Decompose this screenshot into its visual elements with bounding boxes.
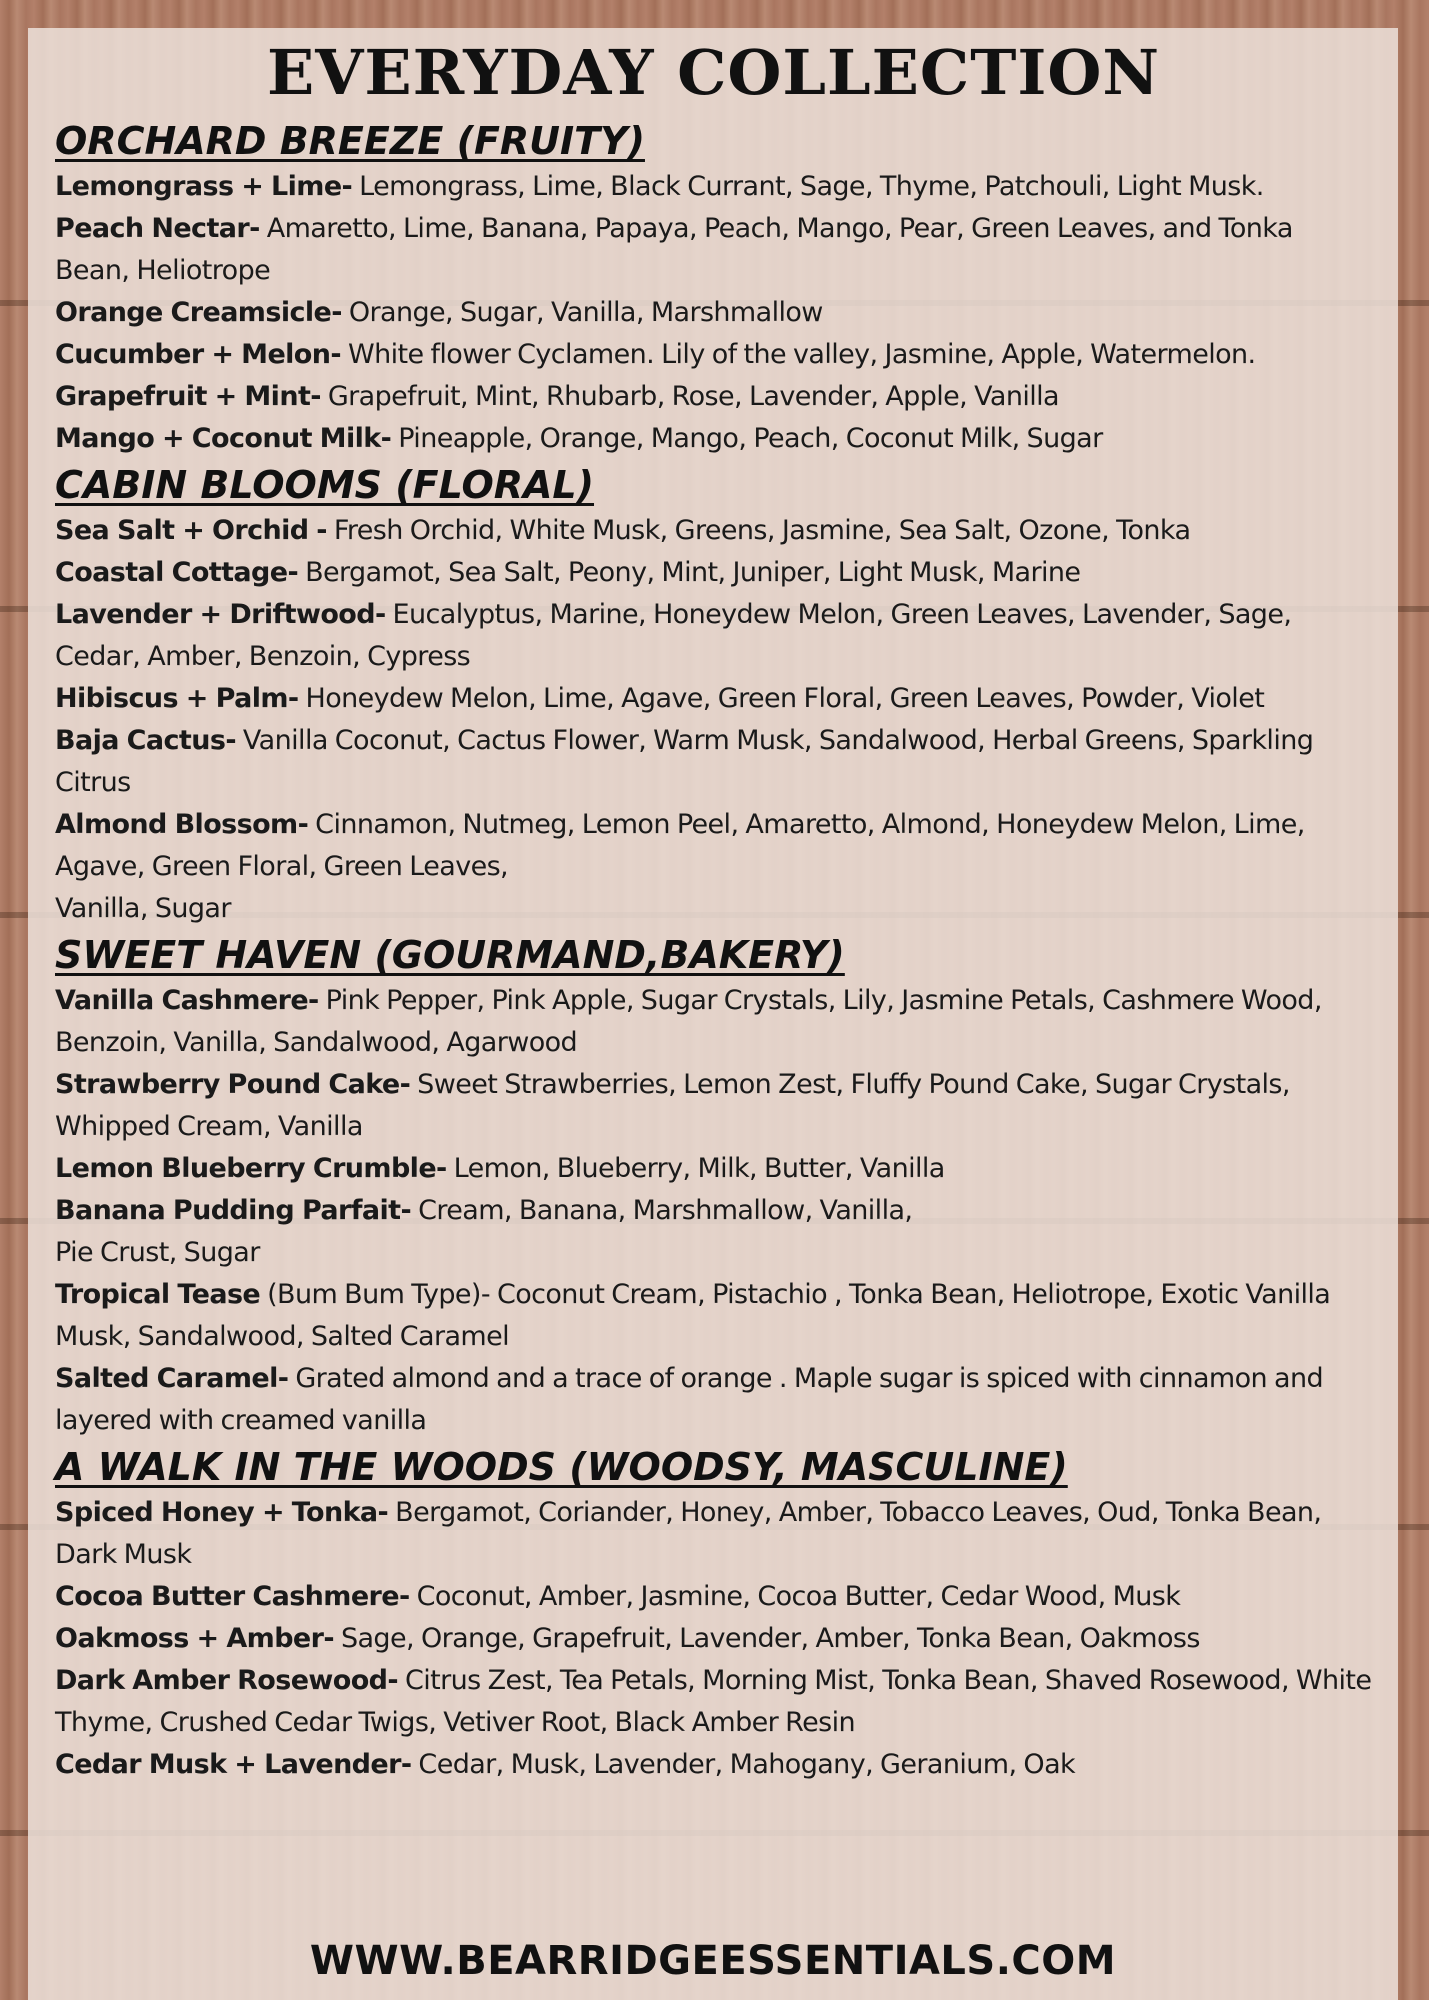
scent-notes: Amaretto, Lime, Banana, Papaya, Peach, Mango, Pear, Green Leaves, and Tonka Bean, Heliotrope: [55, 213, 1293, 286]
scent-notes: Vanilla Coconut, Cactus Flower, Warm Musk, Sandalwood, Herbal Greens, Sparkling Citrus: [55, 725, 1314, 798]
section-heading: ORCHARD BREEZE (FRUITY): [55, 119, 645, 163]
scent-name: Hibiscus + Palm-: [55, 683, 299, 714]
list-item: [55, 1274, 1372, 1358]
section-sweet-haven: [55, 930, 1372, 1442]
list-item: [55, 334, 1372, 376]
section-orchard-breeze: [55, 116, 1372, 460]
scent-name: Mango + Coconut Milk-: [55, 423, 392, 454]
list-item: [55, 1148, 1372, 1190]
scent-name: Coastal Cottage-: [55, 557, 299, 588]
scent-name: Strawberry Pound Cake-: [55, 1069, 411, 1100]
scent-name: Vanilla Cashmere-: [55, 985, 319, 1016]
scent-notes: Bergamot, Sea Salt, Peony, Mint, Juniper, Light Musk, Marine: [298, 557, 1081, 588]
scent-notes: Pineapple, Orange, Mango, Peach, Coconut Milk, Sugar: [391, 423, 1103, 454]
scent-notes: (Bum Bum Type)- Coconut Cream, Pistachio , Tonka Bean, Heliotrope, Exotic Vanilla Musk, Sandalwood, Salted Caramel: [55, 1279, 1331, 1352]
scent-name: Oakmoss + Amber-: [55, 1623, 334, 1654]
list-item: [55, 804, 1372, 930]
scent-notes: Lemon, Blueberry, Milk, Butter, Vanilla: [446, 1153, 945, 1184]
section-heading: CABIN BLOOMS (FLORAL): [55, 463, 595, 507]
section-walk-in-the-woods: [55, 1442, 1372, 1786]
section-heading: SWEET HAVEN (GOURMAND,BAKERY): [55, 933, 845, 977]
list-item: [55, 208, 1372, 292]
list-item: [55, 720, 1372, 804]
scent-name: Cocoa Butter Cashmere-: [55, 1581, 410, 1612]
list-item: [55, 1660, 1372, 1744]
list-item: [55, 166, 1372, 208]
scent-notes: Sage, Orange, Grapefruit, Lavender, Amber, Tonka Bean, Oakmoss: [333, 1623, 1200, 1654]
list-item: [55, 510, 1372, 552]
scent-name: Dark Amber Rosewood-: [55, 1665, 398, 1696]
menu-panel: [28, 28, 1398, 2000]
scent-name: Salted Caramel-: [55, 1363, 289, 1394]
scent-name: Lemon Blueberry Crumble-: [55, 1153, 447, 1184]
scent-name: Orange Creamsicle-: [55, 297, 342, 328]
list-item: [55, 418, 1372, 460]
list-item: [55, 1744, 1372, 1786]
scent-notes: Grapefruit, Mint, Rhubarb, Rose, Lavender, Apple, Vanilla: [320, 381, 1060, 412]
scent-name: Banana Pudding Parfait-: [55, 1195, 412, 1226]
scent-notes: Cream, Banana, Marshmallow, Vanilla,: [411, 1195, 913, 1226]
scent-notes: Fresh Orchid, White Musk, Greens, Jasmine, Sea Salt, Ozone, Tonka: [326, 515, 1191, 546]
scent-name: Tropical Tease: [55, 1279, 261, 1310]
scent-name: Baja Cactus-: [55, 725, 236, 756]
list-item: [55, 594, 1372, 678]
list-item: [55, 292, 1372, 334]
page-title: EVERYDAY COLLECTION: [266, 36, 1161, 109]
scent-notes: White flower Cyclamen. Lily of the valley, Jasmine, Apple, Watermelon.: [341, 339, 1256, 370]
scent-notes: Sweet Strawberries, Lemon Zest, Fluffy Pound Cake, Sugar Crystals, Whipped Cream, Vanilla: [55, 1069, 1290, 1142]
scent-notes: Cedar, Musk, Lavender, Mahogany, Geranium, Oak: [411, 1749, 1076, 1780]
scent-name: Lemongrass + Lime-: [55, 171, 353, 202]
section-cabin-blooms: [55, 460, 1372, 930]
list-item: [55, 376, 1372, 418]
website-url: WWW.BEARRIDGEESSENTIALS.COM: [309, 1938, 1117, 1984]
list-item: [55, 552, 1372, 594]
list-item: [55, 1358, 1372, 1442]
section-heading: A WALK IN THE WOODS (WOODSY, MASCULINE): [55, 1445, 1068, 1489]
scent-name: Cucumber + Melon-: [55, 339, 341, 370]
scent-name: Almond Blossom-: [55, 809, 309, 840]
scent-notes: Lemongrass, Lime, Black Currant, Sage, Thyme, Patchouli, Light Musk.: [352, 171, 1264, 202]
scent-notes: Citrus Zest, Tea Petals, Morning Mist, Tonka Bean, Shaved Rosewood, White Thyme, Crushed Cedar Twigs, Vetiver Root, Black Amber Resin: [55, 1665, 1372, 1738]
scent-notes: Bergamot, Coriander, Honey, Amber, Tobacco Leaves, Oud, Tonka Bean, Dark Musk: [55, 1497, 1322, 1570]
scent-notes: Coconut, Amber, Jasmine, Cocoa Butter, Cedar Wood, Musk: [409, 1581, 1181, 1612]
scent-notes: Cinnamon, Nutmeg, Lemon Peel, Amaretto, Almond, Honeydew Melon, Lime, Agave, Green Floral, Green Leaves,: [55, 809, 1305, 882]
scent-notes: Honeydew Melon, Lime, Agave, Green Floral, Green Leaves, Powder, Violet: [298, 683, 1265, 714]
list-item: [55, 1190, 1372, 1274]
scent-name: Grapefruit + Mint-: [55, 381, 321, 412]
list-item: [55, 1492, 1372, 1576]
list-item: [55, 1064, 1372, 1148]
list-item: [55, 678, 1372, 720]
scent-notes: Eucalyptus, Marine, Honeydew Melon, Green Leaves, Lavender, Sage, Cedar, Amber, Benzoin, Cypress: [55, 599, 1292, 672]
scent-name: Lavender + Driftwood-: [55, 599, 386, 630]
list-item: [55, 1618, 1372, 1660]
scent-notes: Orange, Sugar, Vanilla, Marshmallow: [341, 297, 823, 328]
scent-name: Cedar Musk + Lavender-: [55, 1749, 412, 1780]
scent-name: Peach Nectar-: [55, 213, 260, 244]
scent-notes: Grated almond and a trace of orange . Maple sugar is spiced with cinnamon and layered with creamed vanilla: [55, 1363, 1324, 1436]
scent-notes: Pink Pepper, Pink Apple, Sugar Crystals, Lily, Jasmine Petals, Cashmere Wood, Benzoin, Vanilla, Sandalwood, Agarwood: [55, 985, 1322, 1058]
list-item: [55, 1576, 1372, 1618]
scent-name: Sea Salt + Orchid -: [55, 515, 327, 546]
list-item: [55, 980, 1372, 1064]
scent-notes-continued: Vanilla, Sugar: [55, 893, 231, 924]
scent-name: Spiced Honey + Tonka-: [55, 1497, 389, 1528]
scent-notes-continued: Pie Crust, Sugar: [55, 1237, 260, 1268]
